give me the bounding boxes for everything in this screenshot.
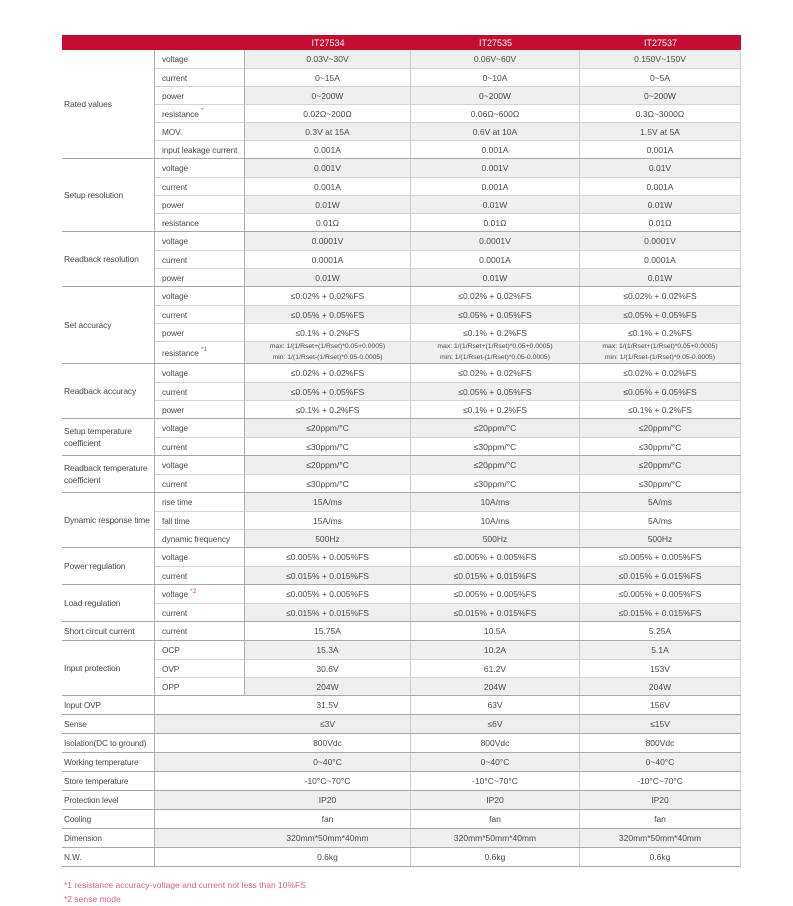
- value-cell: 5A/ms: [580, 511, 741, 529]
- value-cell: ≤0.015% + 0.015%FS: [411, 566, 580, 584]
- value-text: 31.5V: [316, 700, 339, 710]
- param-text: resistance: [162, 347, 199, 358]
- param-text: MOV.: [162, 126, 183, 137]
- value-cell: 204W: [580, 677, 741, 695]
- value-cell: 0~40°C: [580, 753, 741, 771]
- category-label: Load regulation: [62, 585, 155, 621]
- param-text: voltage: [162, 589, 189, 599]
- param-label: [155, 323, 245, 341]
- value-cell: 0.001A: [580, 140, 741, 158]
- value-cell: ≤0.005% + 0.005%FS: [580, 585, 741, 603]
- model-header: IT27535: [478, 38, 513, 48]
- value-cell: ≤0.02% + 0.02%FS: [411, 364, 580, 382]
- footnote-marker: *2: [190, 587, 197, 595]
- value-cell: 0~10A: [411, 68, 580, 86]
- spec-full-row: [62, 771, 741, 790]
- param-text: current: [162, 72, 188, 83]
- spec-section: [62, 584, 741, 621]
- value-cell: ≤30ppm/°C: [411, 437, 580, 455]
- header-spacer: [62, 35, 245, 50]
- value-cell: 0.01W: [580, 195, 741, 213]
- param-text: voltage: [162, 552, 189, 562]
- param-label: [155, 511, 245, 529]
- value-cell: -10°C~70°C: [411, 772, 580, 790]
- value-cell: 0.001V: [411, 159, 580, 177]
- row-label: Input OVP: [62, 696, 155, 714]
- param-text: OCP: [162, 645, 180, 655]
- value-cell: 5.25A: [580, 622, 741, 640]
- value-cell: ≤6V: [411, 715, 580, 733]
- value-cell: ≤0.02% + 0.02%FS: [245, 364, 411, 382]
- value-cell: ≤20ppm/°C: [245, 456, 411, 474]
- value-cell: IP20: [411, 791, 580, 809]
- param-text: current: [162, 441, 188, 452]
- param-label: [155, 68, 245, 86]
- value-cell: ≤0.02% + 0.02%FS: [580, 364, 741, 382]
- value-cell: 0.01W: [245, 268, 411, 286]
- value-cell: 15A/ms: [245, 511, 411, 529]
- value-cell: 0.0001V: [580, 232, 741, 250]
- param-label: [155, 104, 245, 122]
- param-text: power: [162, 327, 185, 338]
- category-label: Setup temperature coefficient: [62, 419, 155, 455]
- category-label: Readback accuracy: [62, 364, 155, 418]
- param-label: [155, 177, 245, 195]
- value-cell: ≤0.05% + 0.05%FS: [580, 305, 741, 323]
- value-cell: 0.0001A: [411, 250, 580, 268]
- param-text: power: [162, 404, 185, 415]
- value-cell: ≤0.02% + 0.02%FS: [580, 287, 741, 305]
- formula-min: min: 1/(1/Rset-(1/Rset)*0.05-0.0005): [440, 353, 550, 361]
- value-text: fan: [321, 814, 334, 824]
- value-cell: 0.001A: [411, 177, 580, 195]
- spec-section: [62, 640, 741, 695]
- value-cell: 153V: [580, 659, 741, 677]
- value-cell: ≤0.05% + 0.05%FS: [245, 305, 411, 323]
- value-cell: 204W: [411, 677, 580, 695]
- value-cell: 500Hz: [580, 529, 741, 547]
- value-cell: 800Vdc: [580, 734, 741, 752]
- param-text: current: [162, 607, 188, 618]
- value-cell: ≤15V: [580, 715, 741, 733]
- param-label: [155, 474, 245, 492]
- value-cell: ≤0.1% + 0.2%FS: [245, 323, 411, 341]
- formula-max: max: 1/(1/Rset+(1/Rset)*0.05+0.0005): [269, 343, 386, 351]
- param-text: resistance: [162, 108, 199, 119]
- spec-full-row: [62, 733, 741, 752]
- value-cell: 0.001A: [245, 140, 411, 158]
- value-cell: 0.01W: [411, 195, 580, 213]
- spec-section: [62, 231, 741, 286]
- value-cell: [155, 848, 411, 866]
- value-cell: 0.0001A: [245, 250, 411, 268]
- value-cell: 0~200W: [245, 86, 411, 104]
- param-label: [155, 437, 245, 455]
- value-cell: 0~200W: [580, 86, 741, 104]
- footnote-1: *1 resistance accuracy-voltage and current not less than 10%FS: [64, 880, 306, 890]
- table-body: [62, 50, 741, 867]
- param-label: [155, 305, 245, 323]
- value-cell: [155, 772, 411, 790]
- param-text: rise time: [162, 497, 193, 507]
- param-text: voltage: [162, 460, 189, 470]
- value-cell: ≤0.015% + 0.015%FS: [245, 566, 411, 584]
- value-cell: 0.01W: [245, 195, 411, 213]
- param-label: [155, 603, 245, 621]
- value-cell: 10A/ms: [411, 511, 580, 529]
- value-cell: ≤30ppm/°C: [580, 474, 741, 492]
- value-cell: ≤0.015% + 0.015%FS: [580, 603, 741, 621]
- param-label: [155, 493, 245, 511]
- value-text: 320mm*50mm*40mm: [286, 833, 369, 843]
- value-cell: ≤20ppm/°C: [245, 419, 411, 437]
- value-cell: 0.06Ω~600Ω: [411, 104, 580, 122]
- value-cell: 204W: [245, 677, 411, 695]
- value-cell: ≤0.015% + 0.015%FS: [245, 603, 411, 621]
- param-text: voltage: [162, 163, 189, 173]
- footnote-marker: *: [200, 107, 204, 114]
- param-text: power: [162, 90, 185, 101]
- param-label: [155, 400, 245, 418]
- table-header: [62, 35, 741, 50]
- spec-full-row: [62, 790, 741, 809]
- model-header: IT27534: [311, 38, 345, 48]
- category-label: Set accuracy: [62, 287, 155, 363]
- param-label: [155, 50, 245, 68]
- row-label: Cooling: [62, 810, 155, 828]
- param-label: [155, 659, 245, 677]
- footnote-marker: *1: [200, 346, 208, 353]
- row-label: Sense: [62, 715, 155, 733]
- param-label: [155, 268, 245, 286]
- value-cell: 0~15A: [245, 68, 411, 86]
- value-cell: 0.01Ω: [245, 213, 411, 231]
- param-label: [155, 140, 245, 158]
- value-cell: 1.5V at 5A: [580, 122, 741, 140]
- value-text: ≤3V: [319, 719, 336, 729]
- footnote-2: *2 sense mode: [64, 894, 121, 904]
- value-cell: 500Hz: [245, 529, 411, 547]
- value-cell: 0.01V: [580, 159, 741, 177]
- param-text: current: [162, 386, 188, 397]
- value-cell: 320mm*50mm*40mm: [580, 829, 741, 847]
- value-cell: 500Hz: [411, 529, 580, 547]
- param-label: [155, 287, 245, 305]
- value-cell: [580, 341, 741, 363]
- param-text: OPP: [162, 681, 180, 692]
- param-text: voltage: [162, 368, 189, 378]
- value-cell: 0.02Ω~200Ω: [245, 104, 411, 122]
- value-cell: 63V: [411, 696, 580, 714]
- value-cell: 15A/ms: [245, 493, 411, 511]
- value-cell: ≤0.05% + 0.05%FS: [245, 382, 411, 400]
- param-text: dynamic frequency: [162, 533, 230, 544]
- value-cell: 0.06V~60V: [411, 50, 580, 68]
- value-cell: 800Vdc: [411, 734, 580, 752]
- value-cell: ≤20ppm/°C: [411, 419, 580, 437]
- row-label: N.W.: [62, 848, 155, 866]
- model-header: IT27537: [643, 38, 678, 48]
- param-label: [155, 86, 245, 104]
- value-cell: ≤20ppm/°C: [411, 456, 580, 474]
- value-cell: [155, 829, 411, 847]
- value-text: -10°C~70°C: [304, 776, 351, 786]
- param-label: [155, 232, 245, 250]
- category-label: Rated values: [62, 50, 155, 158]
- value-cell: ≤0.015% + 0.015%FS: [580, 566, 741, 584]
- value-cell: -10°C~70°C: [580, 772, 741, 790]
- value-cell: ≤0.015% + 0.015%FS: [411, 603, 580, 621]
- value-cell: [411, 341, 580, 363]
- spec-section: [62, 492, 741, 547]
- value-cell: ≤20ppm/°C: [580, 419, 741, 437]
- row-label: Store temperature: [62, 772, 155, 790]
- category-label: Input protection: [62, 641, 155, 695]
- value-cell: ≤20ppm/°C: [580, 456, 741, 474]
- param-label: [155, 548, 245, 566]
- param-text: voltage: [162, 291, 189, 301]
- value-cell: ≤0.005% + 0.005%FS: [411, 548, 580, 566]
- value-text: IP20: [318, 795, 337, 805]
- value-cell: [155, 791, 411, 809]
- value-cell: 0.3Ω~3000Ω: [580, 104, 741, 122]
- value-cell: 0.01W: [411, 268, 580, 286]
- spec-table: [62, 35, 741, 906]
- param-label: [155, 456, 245, 474]
- value-cell: 0.001A: [245, 177, 411, 195]
- param-text: current: [162, 570, 188, 581]
- category-label: Readback resolution: [62, 232, 155, 286]
- param-text: resistance: [162, 217, 199, 228]
- spec-full-row: [62, 809, 741, 828]
- value-cell: ≤0.05% + 0.05%FS: [580, 382, 741, 400]
- value-cell: 0.001A: [411, 140, 580, 158]
- param-text: input leakage current: [162, 144, 238, 155]
- formula-min: min: 1/(1/Rset-(1/Rset)*0.05-0.0005): [605, 353, 715, 361]
- param-text: current: [162, 626, 188, 636]
- spec-section: [62, 418, 741, 455]
- category-label: Setup resolution: [62, 159, 155, 231]
- value-text: 0.6kg: [317, 852, 338, 862]
- param-text: current: [162, 478, 188, 489]
- param-label: [155, 250, 245, 268]
- param-text: power: [162, 272, 185, 283]
- value-cell: 0.01Ω: [580, 213, 741, 231]
- formula-max: max: 1/(1/Rset+(1/Rset)*0.05+0.0005): [437, 343, 553, 351]
- param-text: voltage: [162, 236, 189, 246]
- value-cell: [155, 810, 411, 828]
- param-text: fall time: [162, 515, 190, 526]
- value-cell: 10.2A: [411, 641, 580, 659]
- value-cell: ≤0.02% + 0.02%FS: [245, 287, 411, 305]
- value-cell: [155, 753, 411, 771]
- value-cell: 10A/ms: [411, 493, 580, 511]
- category-label: Readback temperature coefficient: [62, 456, 155, 492]
- value-cell: ≤0.1% + 0.2%FS: [245, 400, 411, 418]
- value-cell: ≤0.005% + 0.005%FS: [245, 585, 411, 603]
- param-label: [155, 677, 245, 695]
- param-text: OVP: [162, 663, 180, 674]
- spec-section: [62, 621, 741, 640]
- value-cell: 320mm*50mm*40mm: [411, 829, 580, 847]
- param-label: [155, 159, 245, 177]
- param-label: [155, 195, 245, 213]
- value-cell: 15.3A: [245, 641, 411, 659]
- category-label: Power regulation: [62, 548, 155, 584]
- value-cell: 0.6kg: [580, 848, 741, 866]
- value-cell: IP20: [580, 791, 741, 809]
- spec-section: [62, 286, 741, 363]
- value-cell: ≤0.005% + 0.005%FS: [411, 585, 580, 603]
- value-cell: ≤0.1% + 0.2%FS: [580, 323, 741, 341]
- value-cell: 0.0001V: [245, 232, 411, 250]
- value-cell: 10.5A: [411, 622, 580, 640]
- value-cell: 0.6kg: [411, 848, 580, 866]
- spec-section: [62, 50, 741, 158]
- param-label: [155, 364, 245, 382]
- value-cell: 0.03V~30V: [245, 50, 411, 68]
- spec-full-row: [62, 828, 741, 847]
- value-cell: 0.0001V: [411, 232, 580, 250]
- row-label: Protection level: [62, 791, 155, 809]
- value-cell: 15.75A: [245, 622, 411, 640]
- value-cell: 0.6V at 10A: [411, 122, 580, 140]
- param-text: current: [162, 181, 188, 192]
- value-cell: fan: [580, 810, 741, 828]
- param-label: [155, 529, 245, 547]
- value-cell: ≤30ppm/°C: [411, 474, 580, 492]
- value-cell: 0.01W: [580, 268, 741, 286]
- value-cell: fan: [411, 810, 580, 828]
- value-cell: ≤0.05% + 0.05%FS: [411, 305, 580, 323]
- param-label: [155, 341, 245, 363]
- value-cell: ≤30ppm/°C: [580, 437, 741, 455]
- param-text: power: [162, 199, 185, 210]
- spec-section: [62, 455, 741, 492]
- value-cell: ≤0.1% + 0.2%FS: [411, 323, 580, 341]
- footnotes: [62, 878, 741, 906]
- value-cell: 0~200W: [411, 86, 580, 104]
- param-label: [155, 585, 245, 603]
- param-label: [155, 566, 245, 584]
- value-cell: 5A/ms: [580, 493, 741, 511]
- value-cell: [155, 715, 411, 733]
- spec-full-row: [62, 847, 741, 866]
- value-text: 800Vdc: [313, 738, 342, 748]
- value-cell: 0~5A: [580, 68, 741, 86]
- param-text: current: [162, 309, 188, 320]
- param-label: [155, 641, 245, 659]
- value-cell: ≤0.005% + 0.005%FS: [580, 548, 741, 566]
- value-cell: 0.150V~150V: [580, 50, 741, 68]
- category-label: Short circuit current: [62, 622, 155, 640]
- value-text: 0~40°C: [313, 757, 342, 767]
- param-label: [155, 622, 245, 640]
- value-cell: ≤30ppm/°C: [245, 474, 411, 492]
- param-text: voltage: [162, 54, 189, 64]
- value-cell: 0.01Ω: [411, 213, 580, 231]
- value-cell: ≤0.05% + 0.05%FS: [411, 382, 580, 400]
- value-cell: ≤0.02% + 0.02%FS: [411, 287, 580, 305]
- spec-section: [62, 547, 741, 584]
- param-label: [155, 419, 245, 437]
- value-cell: ≤0.1% + 0.2%FS: [411, 400, 580, 418]
- value-cell: ≤0.005% + 0.005%FS: [245, 548, 411, 566]
- value-cell: ≤30ppm/°C: [245, 437, 411, 455]
- value-cell: [245, 341, 411, 363]
- spec-full-row: [62, 695, 741, 714]
- value-cell: [155, 734, 411, 752]
- param-label: [155, 382, 245, 400]
- value-cell: 61.2V: [411, 659, 580, 677]
- param-label: [155, 122, 245, 140]
- formula-min: min: 1/(1/Rset-(1/Rset)*0.05-0.0005): [272, 353, 383, 361]
- value-cell: 5.1A: [580, 641, 741, 659]
- value-cell: 0.001A: [580, 177, 741, 195]
- row-label: Dimension: [62, 829, 155, 847]
- value-cell: 0~40°C: [411, 753, 580, 771]
- value-cell: 0.001V: [245, 159, 411, 177]
- value-cell: [155, 696, 411, 714]
- value-cell: ≤0.1% + 0.2%FS: [580, 400, 741, 418]
- spec-full-row: [62, 752, 741, 771]
- row-label: Working temperature: [62, 753, 155, 771]
- param-text: voltage: [162, 423, 189, 433]
- spec-full-row: [62, 714, 741, 733]
- param-label: [155, 213, 245, 231]
- spec-section: [62, 363, 741, 418]
- category-label: Dynamic response time: [62, 493, 155, 547]
- formula-max: max: 1/(1/Rset+(1/Rset)*0.05+0.0005): [602, 343, 718, 351]
- param-text: current: [162, 254, 188, 265]
- value-cell: 0.3V at 15A: [245, 122, 411, 140]
- spec-section: [62, 158, 741, 231]
- value-cell: 30.6V: [245, 659, 411, 677]
- value-cell: 156V: [580, 696, 741, 714]
- value-cell: 0.0001A: [580, 250, 741, 268]
- row-label: Isolation(DC to ground): [62, 734, 155, 752]
